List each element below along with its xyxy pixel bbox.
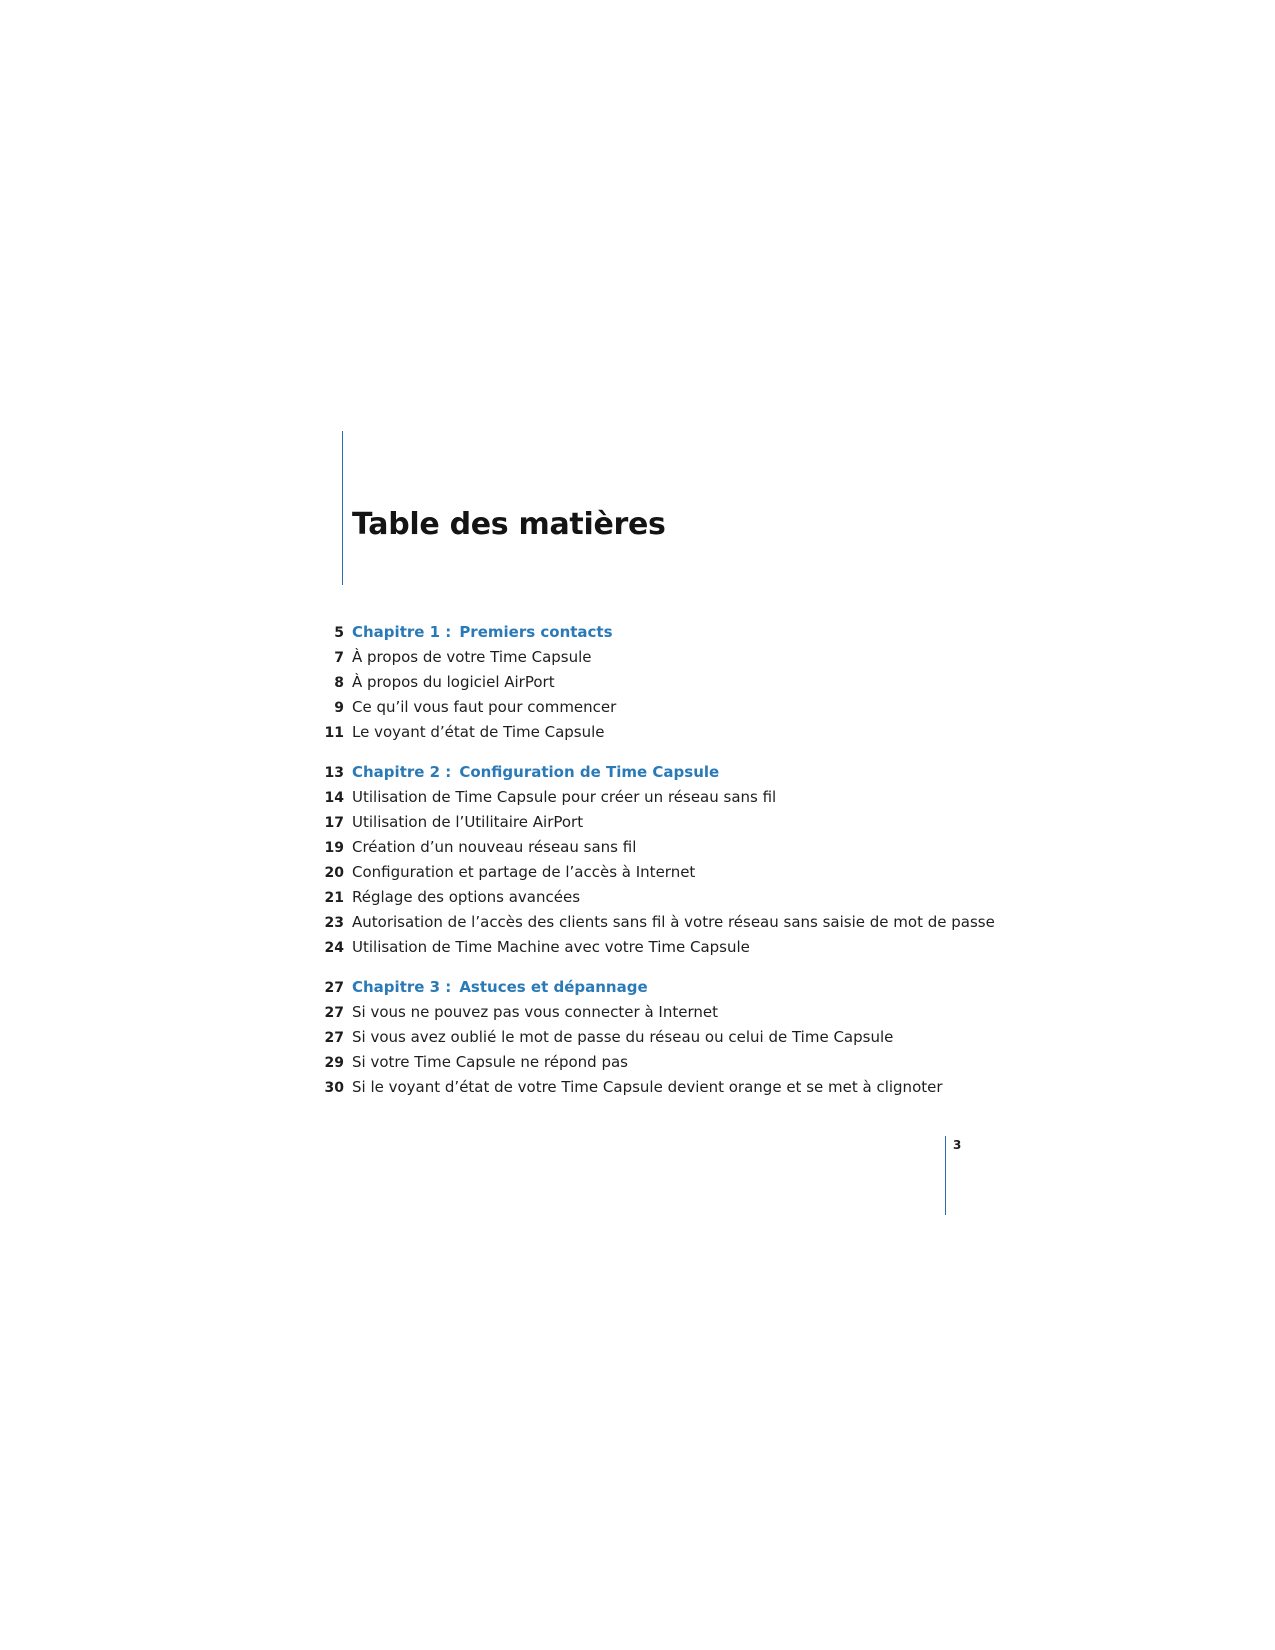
page-number: 20 (324, 865, 344, 881)
chapter-label: Chapitre 1 : (352, 623, 452, 641)
entry-title: Utilisation de l’Utilitaire AirPort (352, 813, 584, 831)
entry-title: Utilisation de Time Capsule pour créer un réseau sans fil (352, 788, 777, 806)
page-number: 9 (334, 700, 344, 716)
page-number: 19 (324, 840, 344, 856)
toc-entry[interactable] (300, 1075, 1100, 1100)
page-number-rule (945, 1136, 946, 1215)
chapter-entry[interactable] (300, 760, 1100, 785)
chapter-title (352, 975, 648, 1000)
page-number: 27 (324, 1005, 344, 1021)
page-number: 21 (324, 890, 344, 906)
folio-page-number: 3 (953, 1138, 962, 1152)
toc-entry[interactable] (300, 885, 1100, 910)
page-number: 14 (324, 790, 344, 806)
page-number: 27 (324, 1030, 344, 1046)
entry-title: Le voyant d’état de Time Capsule (352, 723, 605, 741)
chapter-label: Chapitre 2 : (352, 763, 452, 781)
toc-entry[interactable] (300, 810, 1100, 835)
page-number: 5 (334, 625, 344, 641)
entry-title: Ce qu’il vous faut pour commencer (352, 698, 617, 716)
toc-entry[interactable] (300, 1050, 1100, 1075)
toc-section-2 (300, 760, 1100, 960)
chapter-name: Astuces et dépannage (459, 978, 648, 996)
entry-title: Autorisation de l’accès des clients sans fil à votre réseau sans saisie de mot de passe (352, 913, 995, 931)
page-number: 30 (324, 1080, 344, 1096)
chapter-label: Chapitre 3 : (352, 978, 452, 996)
page-number: 24 (324, 940, 344, 956)
toc-entry[interactable] (300, 670, 1100, 695)
toc-entry[interactable] (300, 1025, 1100, 1050)
chapter-title (352, 620, 613, 645)
entry-title: Si vous avez oublié le mot de passe du réseau ou celui de Time Capsule (352, 1028, 894, 1046)
entry-title: Si votre Time Capsule ne répond pas (352, 1053, 628, 1071)
page-number: 8 (334, 675, 344, 691)
toc-entry[interactable] (300, 935, 1100, 960)
entry-title: Si le voyant d’état de votre Time Capsule devient orange et se met à clignoter (352, 1078, 943, 1096)
toc-entry[interactable] (300, 835, 1100, 860)
chapter-name: Premiers contacts (459, 623, 613, 641)
entry-title: Réglage des options avancées (352, 888, 581, 906)
page-title: Table des matières (352, 507, 666, 542)
chapter-name: Configuration de Time Capsule (459, 763, 720, 781)
page-number: 17 (324, 815, 344, 831)
title-rule (342, 431, 343, 585)
page-number: 27 (324, 980, 344, 996)
chapter-entry[interactable] (300, 620, 1100, 645)
toc-entry[interactable] (300, 785, 1100, 810)
entry-title: Création d’un nouveau réseau sans fil (352, 838, 637, 856)
toc-entry[interactable] (300, 695, 1100, 720)
toc-entry[interactable] (300, 720, 1100, 745)
toc-section-3 (300, 975, 1100, 1100)
entry-title: À propos de votre Time Capsule (352, 648, 592, 666)
table-of-contents (300, 620, 1100, 1115)
toc-entry[interactable] (300, 910, 1100, 935)
entry-title: Utilisation de Time Machine avec votre Time Capsule (352, 938, 750, 956)
chapter-entry[interactable] (300, 975, 1100, 1000)
toc-section-1 (300, 620, 1100, 745)
page-number: 11 (324, 725, 344, 741)
entry-title: Configuration et partage de l’accès à Internet (352, 863, 696, 881)
entry-title: Si vous ne pouvez pas vous connecter à Internet (352, 1003, 718, 1021)
toc-entry[interactable] (300, 1000, 1100, 1025)
page-number: 7 (334, 650, 344, 666)
page-number: 13 (324, 765, 344, 781)
toc-entry[interactable] (300, 645, 1100, 670)
entry-title: À propos du logiciel AirPort (352, 673, 555, 691)
page-number: 23 (324, 915, 344, 931)
page-number: 29 (324, 1055, 344, 1071)
chapter-title (352, 760, 719, 785)
toc-entry[interactable] (300, 860, 1100, 885)
